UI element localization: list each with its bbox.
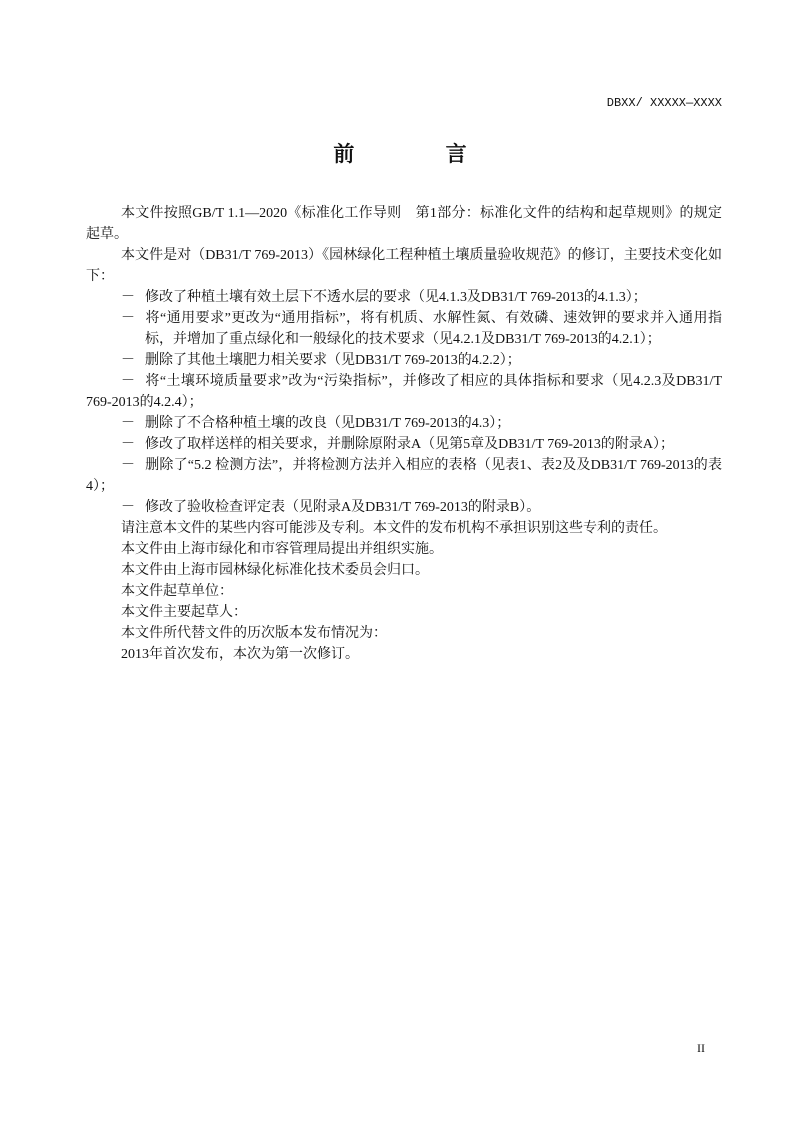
paragraph: 本文件主要起草人： [121,605,247,620]
change-list [86,287,722,518]
dash-bullet-icon: － [121,374,135,389]
dash-bullet-icon: － [121,437,135,452]
change-text: 将“土壤环境质量要求”改为“污染指标”，并修改了相应的具体指标和要求（见4.2.3及DB31/T 769-2013的4.2.4）； [86,374,722,410]
change-list-item [86,413,722,434]
dash-bullet-icon: － [121,500,135,515]
change-list-item [86,455,722,497]
paragraph: 本文件由上海市绿化和市容管理局提出并组织实施。 [121,542,443,557]
change-list-item [86,308,722,350]
change-list-item [86,434,722,455]
change-list-item [86,371,722,413]
dash-bullet-icon: － [121,353,135,368]
page-title: 前 言 [333,142,509,166]
change-text: 将“通用要求”更改为“通用指标”，将有机质、水解性氮、有效磷、速效钾的要求并入通用指标，并增加了重点绿化和一般绿化的技术要求（见4.2.1及DB31/T 769-2013的4.2.1）； [145,311,722,347]
dash-bullet-icon: － [121,290,135,305]
paragraph: 本文件由上海市园林绿化标准化技术委员会归口。 [121,563,429,578]
change-list-item [86,497,722,518]
dash-bullet-icon: － [121,416,135,431]
foreword-body [86,203,722,665]
paragraph: 2013年首次发布，本次为第一次修订。 [121,647,359,662]
change-text: 修改了种植土壤有效土层下不透水层的要求（见4.1.3及DB31/T 769-2013的4.1.3）； [145,290,647,305]
page-number: II [697,1041,705,1055]
paragraph: 本文件起草单位： [121,584,233,599]
paragraph: 本文件按照GB/T 1.1—2020《标准化工作导则 第1部分：标准化文件的结构和起草规则》的规定起草。 [86,206,722,242]
change-list-item [86,350,722,371]
change-text: 修改了验收检查评定表（见附录A及DB31/T 769-2013的附录B）。 [145,500,541,515]
paragraph: 本文件是对（DB31/T 769-2013）《园林绿化工程种植土壤质量验收规范》的修订，主要技术变化如下： [86,248,722,284]
dash-bullet-icon: － [121,311,135,326]
dash-bullet-icon: － [121,458,135,473]
change-text: 删除了不合格种植土壤的改良（见DB31/T 769-2013的4.3）； [145,416,511,431]
change-list-item [86,287,722,308]
document-code-header: DBXX/ XXXXX—XXXX [606,96,722,110]
change-text: 修改了取样送样的相关要求，并删除原附录A（见第5章及DB31/T 769-2013的附录A）； [145,437,675,452]
paragraph: 请注意本文件的某些内容可能涉及专利。本文件的发布机构不承担识别这些专利的责任。 [121,521,667,536]
paragraph: 本文件所代替文件的历次版本发布情况为： [121,626,387,641]
change-text: 删除了其他土壤肥力相关要求（见DB31/T 769-2013的4.2.2）； [145,353,521,368]
change-text: 删除了“5.2 检测方法”，并将检测方法并入相应的表格（见表1、表2及及DB31/T 769-2013的表4）； [86,458,722,494]
